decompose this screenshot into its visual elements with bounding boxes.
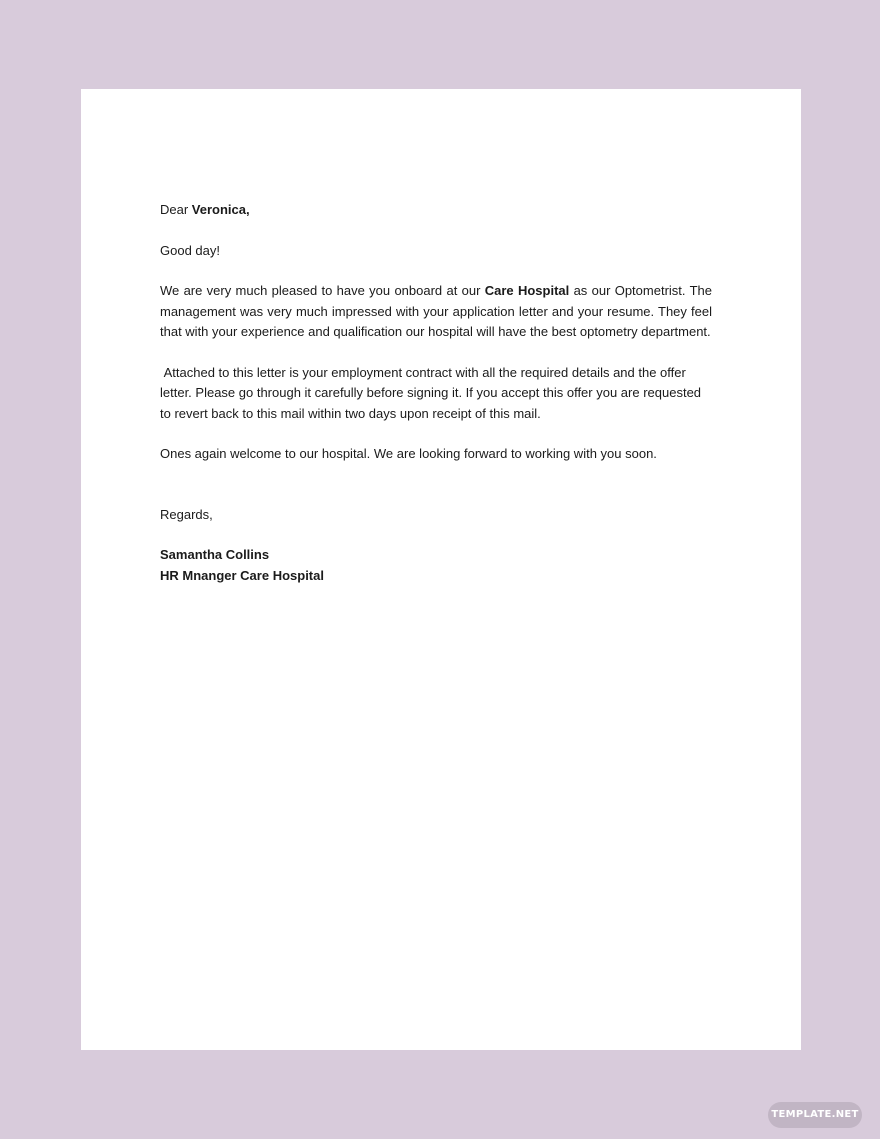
salutation-prefix: Dear [160, 202, 192, 217]
paragraph-closing: Ones again welcome to our hospital. We are looking forward to working with you soon. [160, 446, 657, 461]
recipient-name: Veronica, [191, 202, 250, 217]
template-net-watermark: TEMPLATE.NET [768, 1102, 862, 1128]
closing-regards: Regards, [160, 506, 213, 522]
salutation [160, 200, 712, 221]
letter-body [160, 200, 712, 586]
paragraph-attachment: Attached to this letter is your employment contract with all the required details and the offer letter. Please go through it carefully before signing it. If you accept this offer you are requested to revert back to this mail within two days upon receipt of this mail. [160, 364, 705, 421]
paragraph-welcome [160, 281, 712, 343]
good-day-line: Good day! [160, 242, 220, 258]
paragraph-welcome-intro: We are very much pleased to have you onboard at our [160, 283, 485, 298]
paragraph-welcome-rest: as our Optometrist. The management was very much impressed with your application letter and your resume. They feel that with your experience and qualification our hospital will have the best optometry department. [160, 283, 712, 339]
letter-page [81, 89, 801, 1050]
signer-title: HR Mnanger Care Hospital [160, 567, 324, 583]
hospital-name: Care Hospital [484, 283, 570, 298]
signer-name: Samantha Collins [160, 547, 270, 562]
